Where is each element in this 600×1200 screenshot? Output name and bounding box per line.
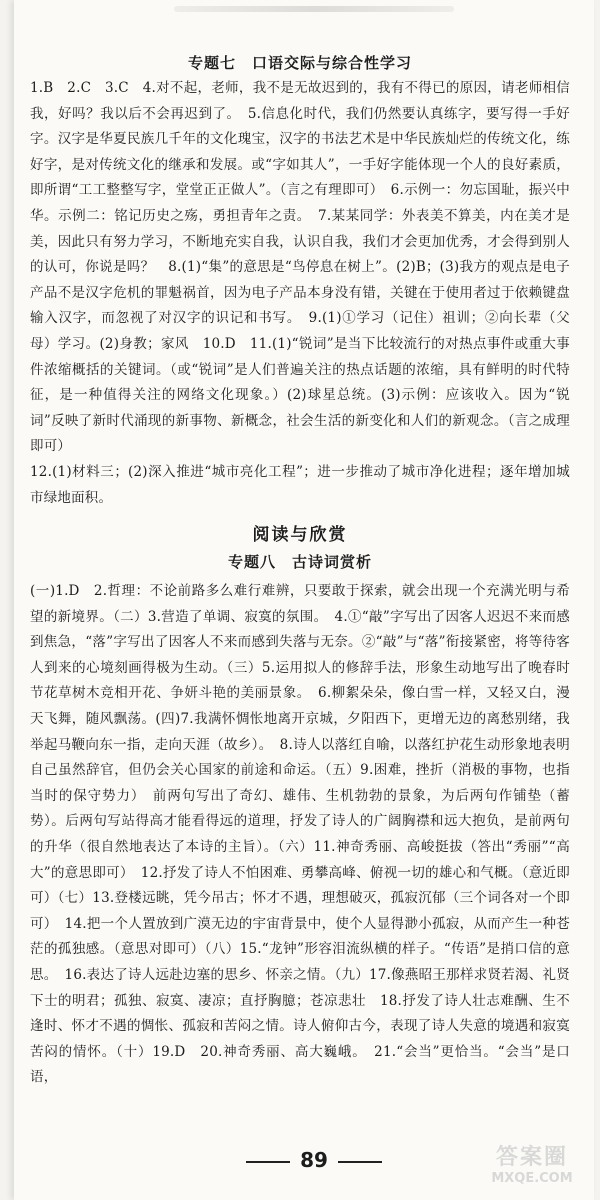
footer-dash-left: [246, 1161, 290, 1163]
footer-dash-right: [338, 1161, 382, 1163]
watermark-top-text: 答案圈: [495, 1145, 568, 1170]
book-page: [14, 0, 594, 1200]
scan-smudge: [174, 6, 454, 12]
reading-title: 阅读与欣赏: [252, 525, 348, 546]
watermark-logo: [472, 1140, 592, 1192]
section7-answers: 1.B 2.C 3.C 4.对不起，老师，我不是无故迟到的，我有不得已的原因，请老师相信我，好吗？我以后不会再迟到了。 5.信息化时代，我们仍然要认真练字，要写得一手好字。汉字是华夏民族几千年的文化瑰宝，汉字的书法艺术是中华民族灿烂的传统文化，练好字，是对传统文化的继承和发展。或“字如其人”，一手好字能体现一个人的良好素质，即所谓“工工整整写字，堂堂正正做人”。（言之有理即可） 6.示例一：勿忘国耻，振兴中华。示例二：铭记历史之殇，勇担青年之责。 7.某某同学：外表美不算美，内在美才是美，因此只有努力学习，不断地充实自我，认识自我，我们才会更加优秀，才会得到别人的认可，你说是吗？ 8.(1)“集”的意思是“鸟停息在树上”。(2)B；(3)我方的观点是电子产品不是汉字危机的罪魁祸首，因为电子产品本身没有错，关键在于使用者过于依赖键盘输入汉字，而忽视了对汉字的识记和书写。 9.(1)①学习（记住）祖训；②向长辈（父母）学习。(2)身教；家风 10.D 11.(1)“锐词”是当下比较流行的对热点事件或重大事件浓缩概括的关键词。（或“锐词”是人们普遍关注的热点话题的浓缩，具有鲜明的时代特征，是一种值得关注的网络文化现象。）(2)球星总统。(3)示例：应该收入。因为“锐词”反映了新时代涌现的新事物、新概念，社会生活的新变化和人们的新观念。（言之成理即可）: [30, 80, 570, 455]
page-number: 89: [300, 1148, 328, 1172]
watermark-bottom-text: MXQE.COM: [491, 1171, 573, 1186]
section7-answer-12: 12.(1)材料三；(2)深入推进“城市亮化工程”；进一步推动了城市净化进程；逐年增加城市绿地面积。: [30, 463, 570, 506]
section8-answers: (一)1.D 2.哲理：不论前路多么难行难辨，只要敢于探索，就会出现一个充满光明与希望的新境界。（二）3.营造了单调、寂寞的氛围。 4.①“敲”字写出了因客人迟迟不来而感到焦急，“落”字写出了因客人不来而感到失落与无奈。②“敲”与“落”衔接紧密，将等待客人到来的心境刻画得极为生动。（三）5.运用拟人的修辞手法，形象生动地写出了晚春时节花草树木竞相开花、争妍斗艳的美丽景象。 6.柳絮朵朵，像白雪一样，又轻又白，漫天飞舞，随风飘荡。(四)7.我满怀惆怅地离开京城，夕阳西下，更增无边的离愁别绪，我举起马鞭向东一指，走向天涯（故乡）。 8.诗人以落红自喻，以落红护花生动形象地表明自己虽然辞官，但仍会关心国家的前途和命运。（五）9.困难，挫折（消极的事物，也指当时的保守势力） 前两句写出了奇幻、雄伟、生机勃勃的景象，为后两句作铺垫（蓄势）。后两句写站得高才能看得远的道理，抒发了诗人的广阔胸襟和远大抱负，是前两句的升华（很自然地表达了本诗的主旨）。（六）11.神奇秀丽、高峻挺拔（答出“秀丽”“高大”的意思即可） 12.抒发了诗人不怕困难、勇攀高峰、俯视一切的雄心和气概。（意近即可）（七）13.登楼远眺，凭今吊古；怀才不遇，理想破灭，孤寂沉郁（三个词各对一个即可） 14.把一个人置放到广漠无边的宇宙背景中，使个人显得渺小孤寂，从而产生一种苍茫的孤独感。（意思对即可）（八）15.“龙钟”形容泪流纵横的样子。“传语”是捎口信的意思。 16.表达了诗人远赴边塞的思乡、怀亲之情。（九）17.像燕昭王那样求贤若渴、礼贤下士的明君；孤独、寂寞、凄凉；直抒胸臆；苍凉悲壮 18.抒发了诗人壮志难酬、生不逢时、怀才不遇的惆怅、孤寂和苦闷之情。诗人俯仰古今，表现了诗人失意的境遇和寂寞苦闷的情怀。（十）19.D 20.神奇秀丽、高大巍峨。 21.“会当”更恰当。“会当”是口语，: [30, 583, 570, 1086]
section7-title: 专题七 口语交际与综合性学习: [187, 54, 412, 72]
section8-title: 专题八 古诗词赏析: [227, 553, 372, 572]
page-content: [30, 50, 570, 1091]
